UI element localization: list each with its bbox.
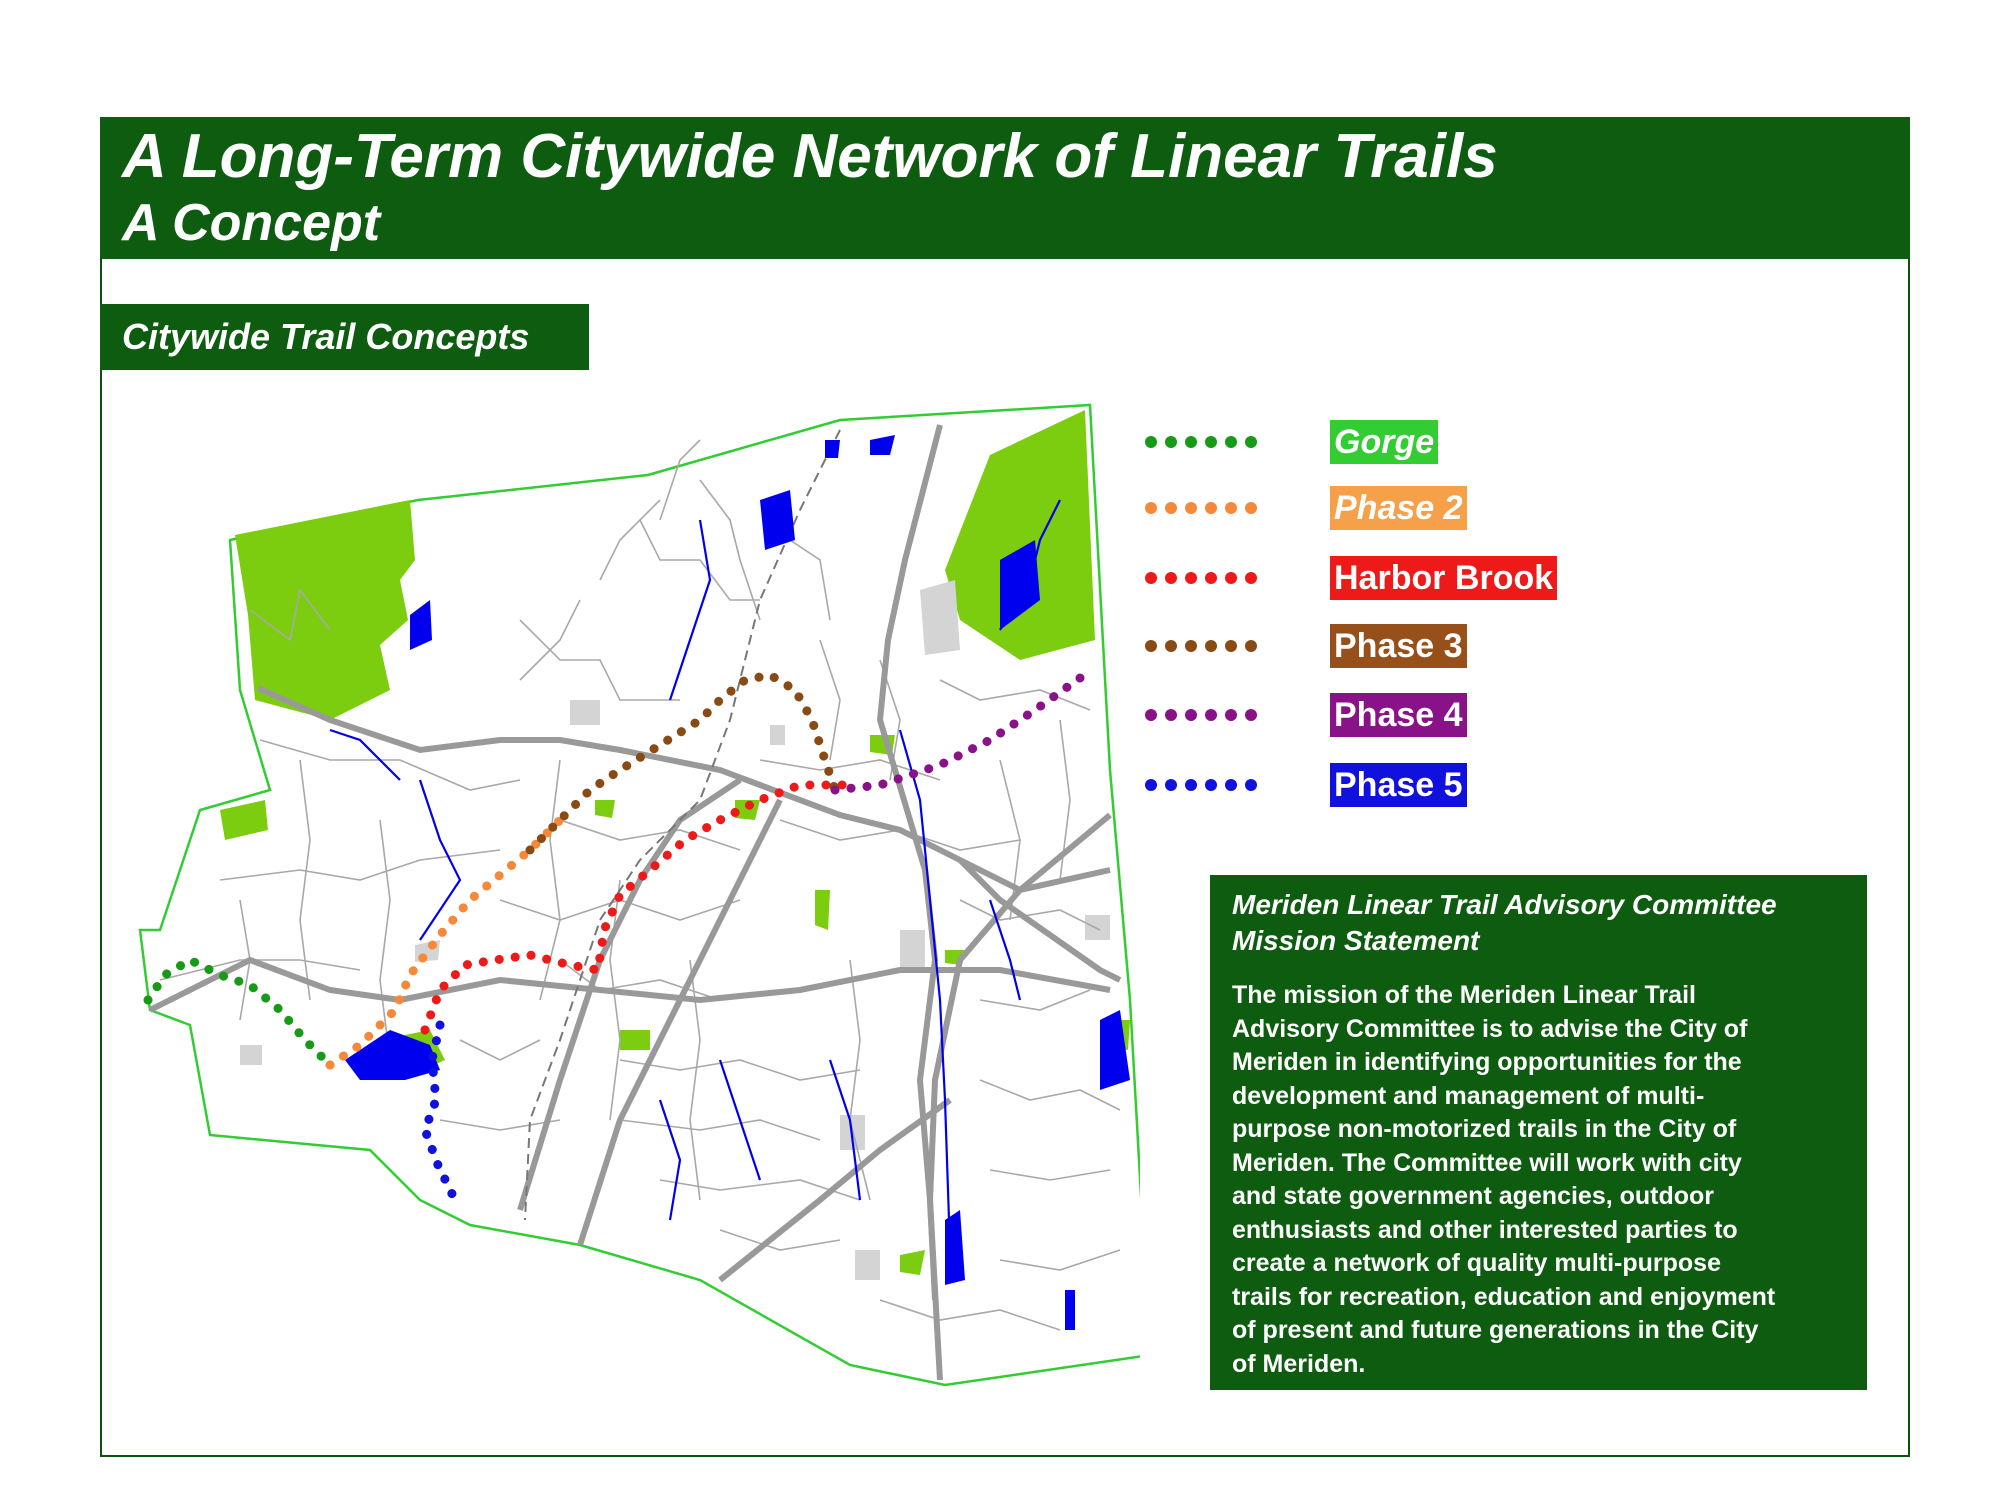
title-banner (100, 117, 1910, 259)
section-tab: Citywide Trail Concepts (100, 304, 589, 370)
legend-item (1140, 763, 1467, 807)
legend-line-swatch (1145, 572, 1285, 584)
legend-line-swatch (1145, 779, 1285, 791)
legend-line-swatch (1145, 436, 1285, 448)
legend-label: Harbor Brook (1330, 556, 1557, 600)
page-title: A Long-Term Citywide Network of Linear Trails (122, 122, 1498, 191)
legend-item (1140, 624, 1467, 668)
legend-label: Phase 5 (1330, 763, 1467, 807)
legend-label: Phase 2 (1330, 486, 1467, 530)
legend-item (1140, 693, 1467, 737)
legend-line-swatch (1145, 502, 1285, 514)
mission-statement-body: The mission of the Meriden Linear Trail Advisory Committee is to advise the City of Meriden in identifying opportunities for the development and management of multi- purpose non-motorized trails in the City of Meriden. The Committee will work with city and state government agencies, outdoor enthusiasts and other interested parties to create a network of quality multi-purpose trails for recreation, education and enjoyment of present and future generations in the City of Meriden. (1232, 981, 1776, 1378)
legend-item (1140, 556, 1557, 600)
page-subtitle: A Concept (122, 194, 381, 252)
mission-statement-title: Meriden Linear Trail Advisory Committee Mission Statement (1232, 889, 1777, 956)
legend-label: Phase 3 (1330, 624, 1467, 668)
legend-line-swatch (1145, 709, 1285, 721)
legend-item (1140, 420, 1438, 464)
legend-item (1140, 486, 1467, 530)
legend-label: Phase 4 (1330, 693, 1467, 737)
legend-label: Gorge (1330, 420, 1438, 464)
city-map (130, 395, 1140, 1395)
mission-statement-box (1210, 875, 1867, 1390)
legend-line-swatch (1145, 640, 1285, 652)
